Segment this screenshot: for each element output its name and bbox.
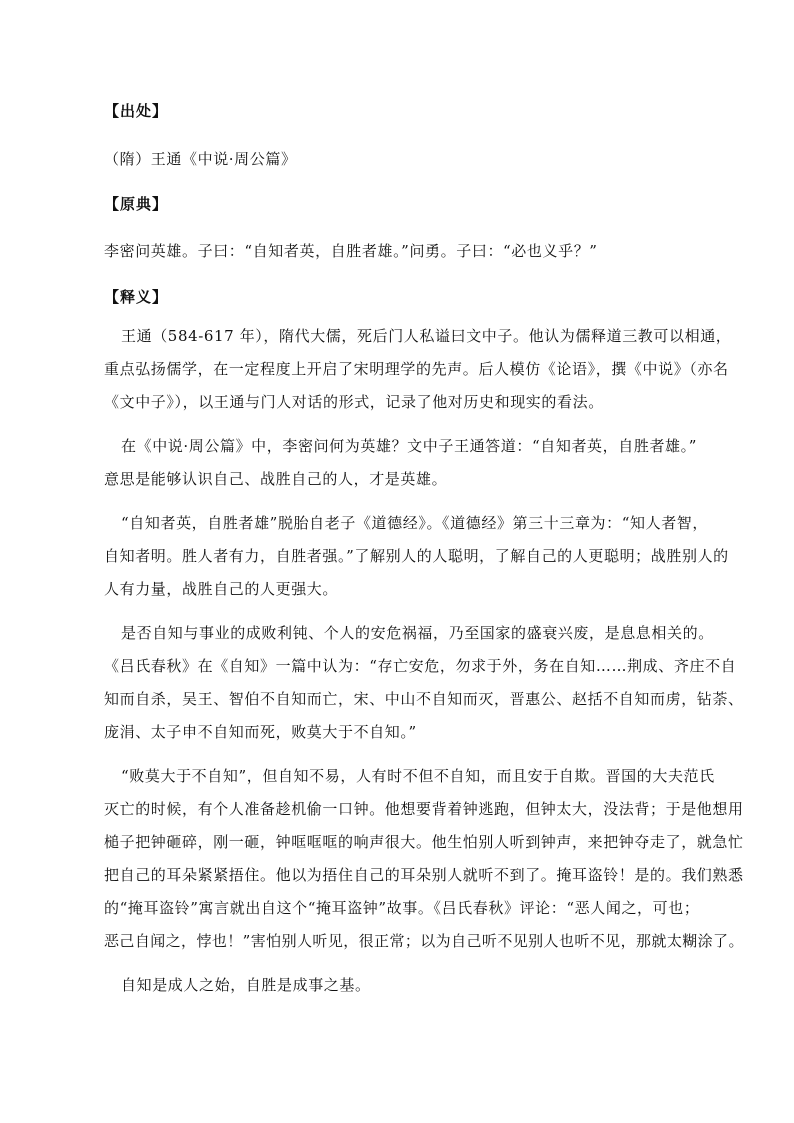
- paragraph-4-line: 是否自知与事业的成败利钝、个人的安危祸福，乃至国家的盛衰兴废，是息息相关的。: [121, 624, 714, 642]
- paragraph-5-line: 恶己自闻之，悖也！”害怕别人听见，很正常；以为自己听不见别人也听不见，那就太糊涂了。: [104, 932, 744, 950]
- paragraph-4-line: 知而自杀，吴王、智伯不自知而亡，宋、中山不自知而灭，晋惠公、赵括不自知而虏，钻荼、: [104, 690, 744, 708]
- paragraph-5-line: “败莫大于不自知”，但自知不易，人有时不但不自知，而且安于自欺。晋国的大夫范氏: [121, 767, 715, 785]
- paragraph-5-line: 灭亡的时候，有个人准备趁机偷一口钟。他想要背着钟逃跑，但钟太大，没法背；于是他想用: [104, 800, 744, 818]
- paragraph-2-line: 在《中说·周公篇》中，李密问何为英雄？文中子王通答道：“自知者英，自胜者雄。”: [121, 437, 698, 455]
- paragraph-5-line: 槌子把钟砸碎，刚一砸，钟哐哐哐的响声很大。他生怕别人听到钟声，来把钟夺走了，就急忙: [104, 833, 744, 851]
- original-text: 李密问英雄。子曰：“自知者英，自胜者雄。”问勇。子曰：“必也义乎？”: [104, 242, 598, 260]
- paragraph-3-line: “自知者英，自胜者雄”脱胎自老子《道德经》。《道德经》第三十三章为：“知人者智，: [121, 514, 709, 532]
- paragraph-6-line: 自知是成人之始，自胜是成事之基。: [121, 976, 371, 994]
- heading-source: 【出处】: [104, 102, 169, 120]
- paragraph-5-line: 把自己的耳朵紧紧捂住。他以为捂住自己的耳朵别人就听不到了。掩耳盗铃！是的。我们熟悉: [104, 866, 744, 884]
- source-text: （隋）王通《中说·周公篇》: [104, 150, 297, 168]
- paragraph-3-line: 人有力量，战胜自己的人更强大。: [104, 580, 339, 598]
- paragraph-2-line: 意思是能够认识自己、战胜自己的人，才是英雄。: [104, 470, 448, 488]
- heading-original: 【原典】: [104, 195, 169, 213]
- paragraph-3-line: 自知者明。胜人者有力，自胜者强。”了解别人的人聪明，了解自己的人更聪明；战胜别人的: [104, 547, 729, 565]
- paragraph-1-line: 重点弘扬儒学，在一定程度上开启了宋明理学的先声。后人模仿《论语》，撰《中说》（亦名: [104, 360, 729, 378]
- paragraph-1-line: 《文中子》），以王通与门人对话的形式，记录了他对历史和现实的看法。: [104, 393, 604, 411]
- paragraph-5-line: 的“掩耳盗铃”寓言就出自这个“掩耳盗钟”故事。《吕氏春秋》评论：“恶人闻之，可也；: [104, 899, 700, 917]
- paragraph-4-line: 庞涓、太子申不自知而死，败莫大于不自知。”: [104, 723, 417, 741]
- heading-explanation: 【释义】: [104, 288, 169, 306]
- paragraph-4-line: 《吕氏春秋》在《自知》一篇中认为：“存亡安危，勿求于外，务在自知……荆成、齐庄不自: [104, 657, 737, 675]
- paragraph-1-line: 王通（584-617 年），隋代大儒，死后门人私谥曰文中子。他认为儒释道三教可以相通，: [121, 327, 732, 345]
